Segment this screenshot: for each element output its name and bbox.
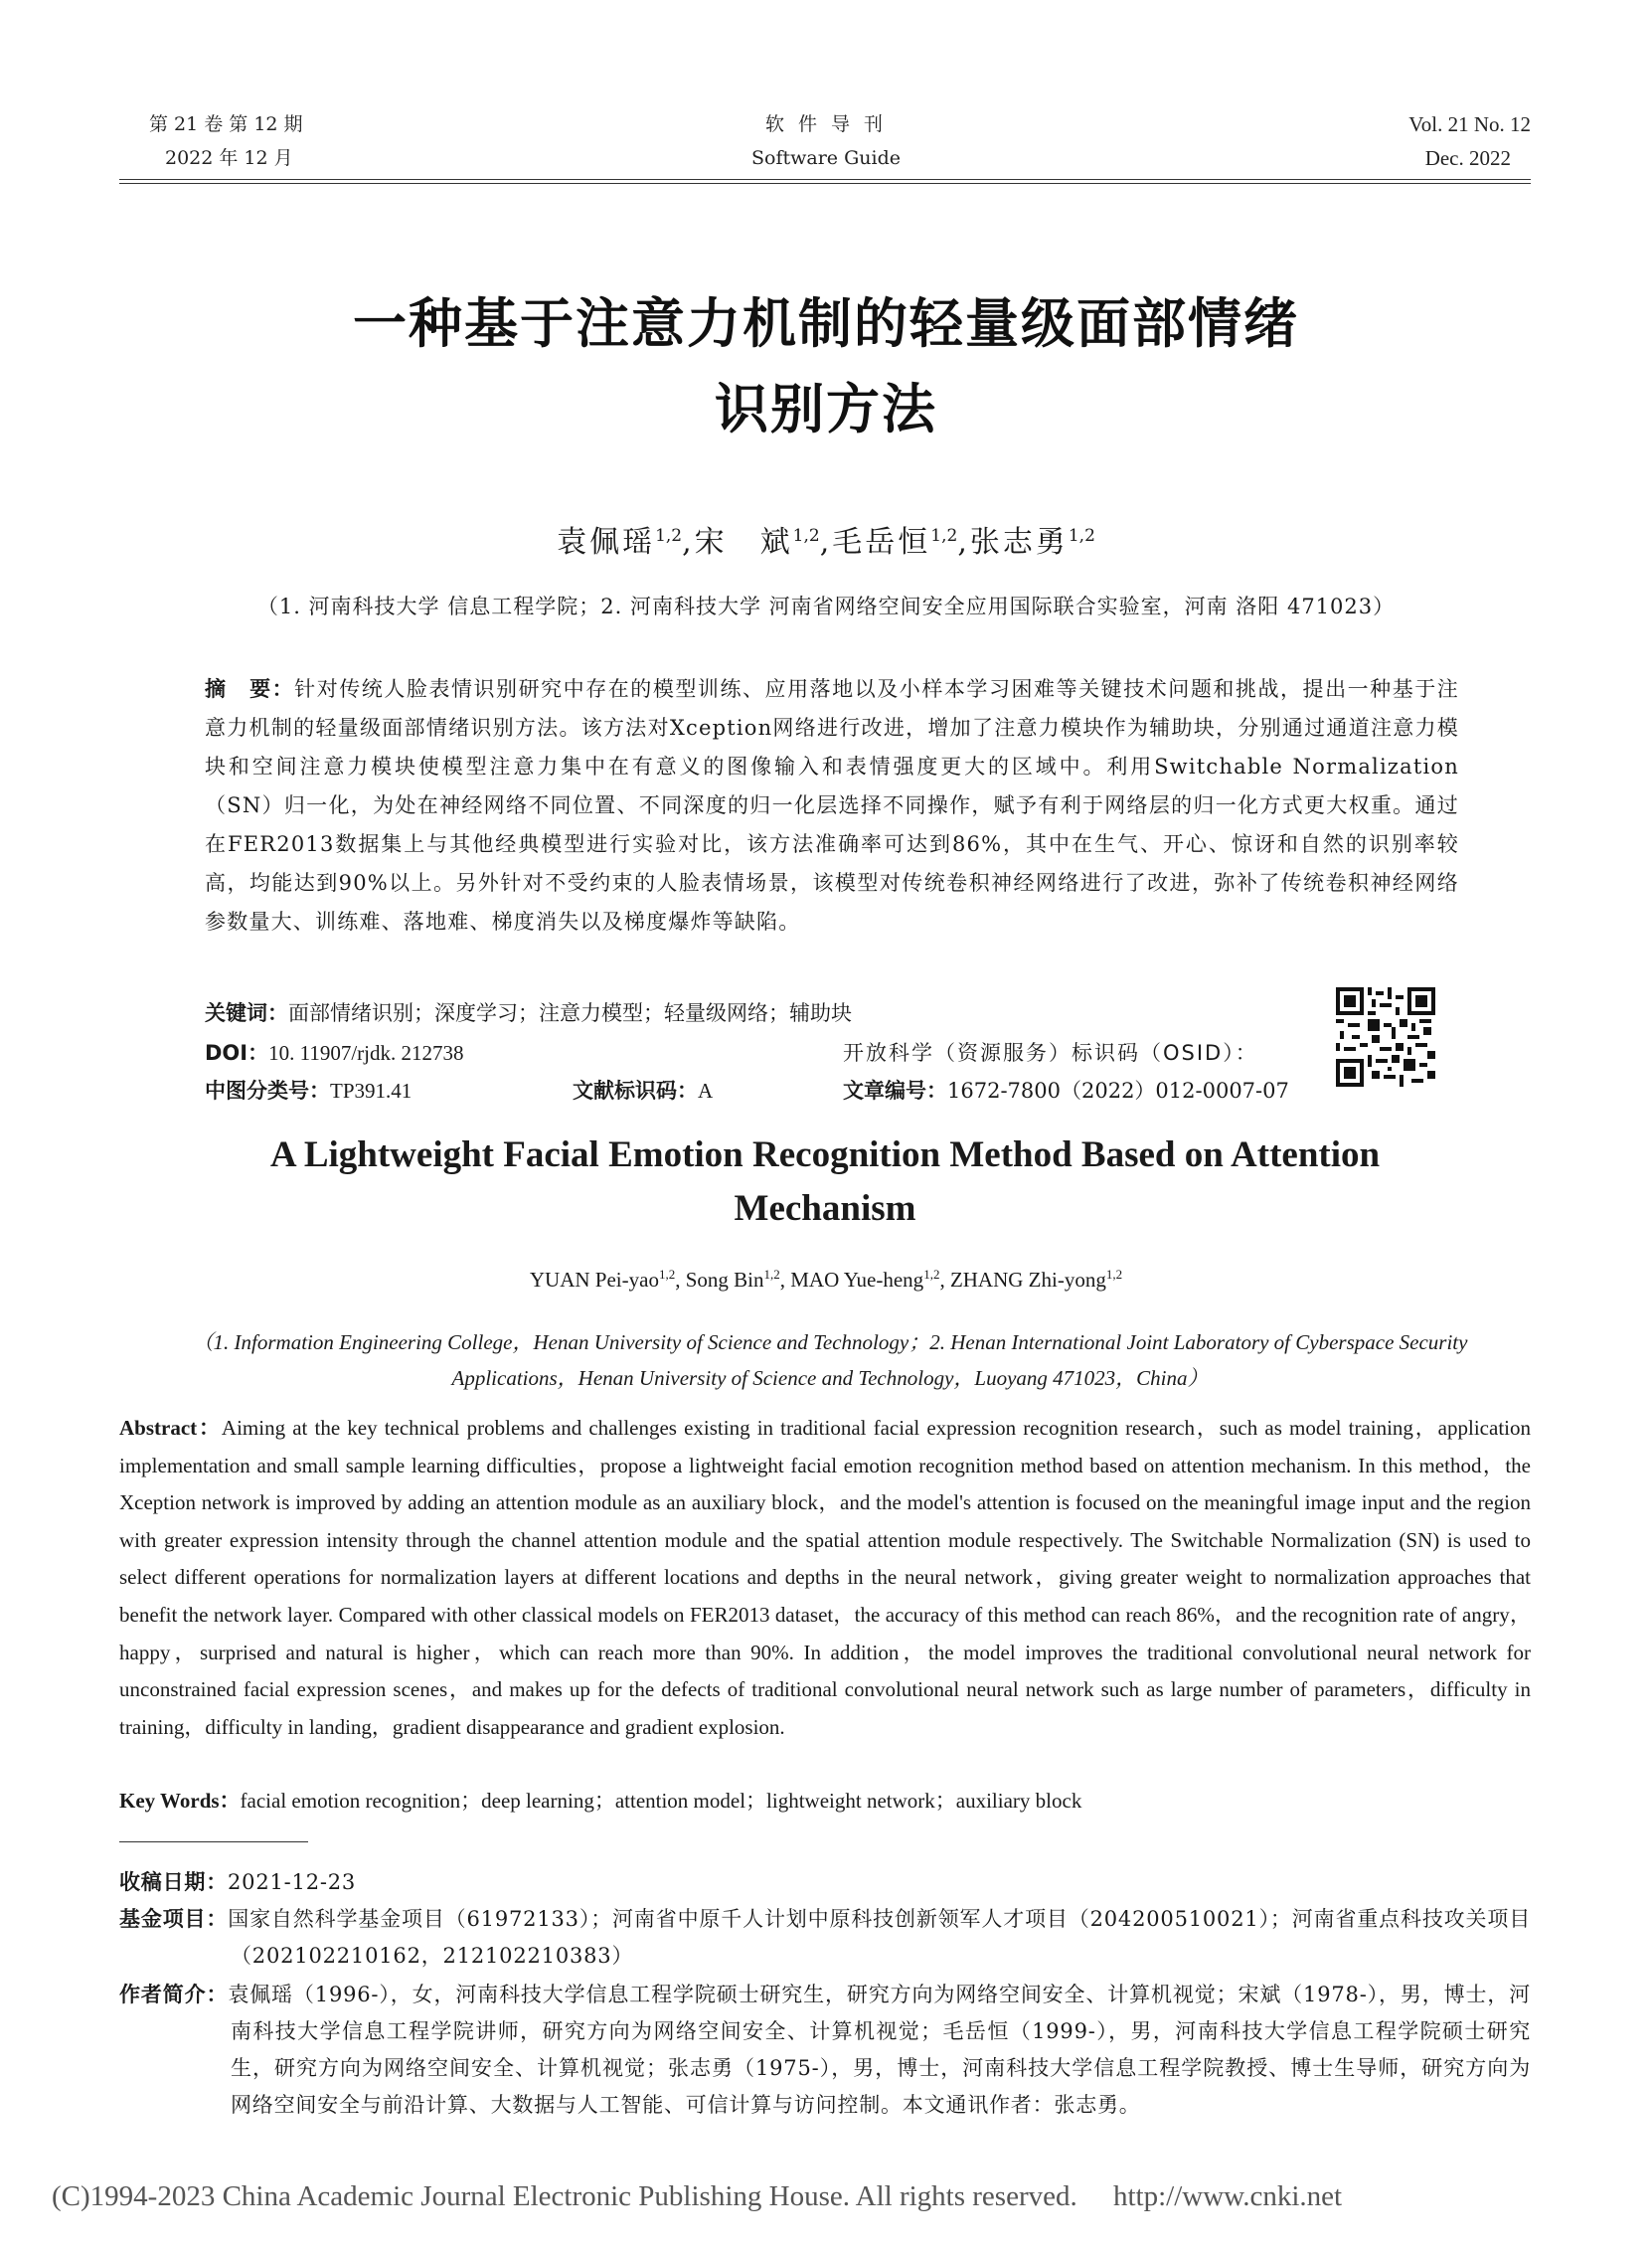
authors-cn: 袁佩瑶$^{1,2}$,宋 斌$^{1,2}$,毛岳恒$^{1,2}$,张志勇$^{1,2}$: [557, 525, 1095, 560]
abstract-cn: [205, 670, 1459, 942]
abstract-cn-label: 摘 要：: [205, 677, 295, 701]
header-date-cn: 2022 年 12 月: [165, 147, 293, 169]
footnote-author-bio: 作者简介：袁佩瑶（1996-），女，河南科技大学信息工程学院硕士研究生，研究方向为网络空间安全、计算机视觉；宋斌（1978-），男，博士，河南科技大学信息工程学院讲师，研究方向为网络空间安全、计算机视觉；毛岳恒（1999-），男，河南科技大学信息工程学院硕士研究生，研究方向为网络空间安全、计算机视觉；张志勇（1975-），男，博士，河南科技大学信息工程学院教授、博士生导师，研究方向为网络空间安全与前沿计算、大数据与人工智能、可信计算与访问控制。本文通讯作者：张志勇。: [119, 1983, 1532, 2117]
author-en: Song Bin: [685, 1268, 764, 1292]
abstract-en: [119, 1410, 1531, 1746]
authors-en: YUAN Pei-yao$^{1,2}$, Song Bin$^{1,2}$, MAO Yue-heng$^{1,2}$, ZHANG Zhi-yong$^{1,2}$: [529, 1267, 1123, 1292]
header-rule-thin: [119, 183, 1531, 184]
keywords-en: Key Words：facial emotion recognition；deep learning；attention model；lightweight network；auxiliary block: [119, 1789, 1082, 1813]
doi: DOI：10. 11907/rjdk. 212738: [205, 1041, 464, 1065]
footnote-fund: 基金项目：国家自然科学基金项目（61972133）；河南省中原千人计划中原科技创新领军人才项目（204200510021）；河南省重点科技攻关项目（202102210162，212102210383）: [119, 1907, 1532, 1968]
affiliation-en: （1. Information Engineering College，Henan University of Science and Technology；2. Henan International Joint Laboratory of Cyberspace Security Applications，Henan University of Science and Technology，Luoyang 471023，China）: [192, 1330, 1468, 1390]
osid-label: 开放科学（资源服务）标识码（OSID）：: [843, 1041, 1258, 1065]
abstract-en-label: Abstract：: [119, 1416, 222, 1440]
title-en-line1: A Lightweight Facial Emotion Recognition Method Based on Attention: [269, 1134, 1381, 1175]
article-number: 文章编号：1672-7800（2022）012-0007-07: [843, 1079, 1289, 1103]
document-code: 文献标识码：A: [573, 1079, 714, 1103]
author-cn: 毛岳恒: [832, 525, 931, 560]
title-cn-line1: 一种基于注意力机制的轻量级面部情绪: [353, 292, 1299, 355]
author-en: MAO Yue-heng: [790, 1268, 924, 1292]
abstract-cn-text: 针对传统人脸表情识别研究中存在的模型训练、应用落地以及小样本学习困难等关键技术问题和挑战，提出一种基于注意力机制的轻量级面部情绪识别方法。该方法对Xception网络进行改进，增加了注意力模块作为辅助块，分别通过通道注意力模块和空间注意力模块使模型注意力集中在有意义的图像输入和表情强度更大的区域中。利用Switchable Normalization（SN）归一化，为处在神经网络不同位置、不同深度的归一化层选择不同操作，赋予有利于网络层的归一化方式更大权重。通过在FER2013数据集上与其他经典模型进行实验对比，该方法准确率可达到86%，其中在生气、开心、惊讶和自然的识别率较高，均能达到90%以上。另外针对不受约束的人脸表情场景，该模型对传统卷积神经网络进行了改进，弥补了传统卷积神经网络参数量大、训练难、落地难、梯度消失以及梯度爆炸等缺陷。: [205, 677, 1459, 934]
clc-number: 中图分类号：TP391.41: [205, 1079, 413, 1103]
author-en: YUAN Pei-yao: [529, 1268, 659, 1292]
keywords-cn: 关键词：面部情绪识别；深度学习；注意力模型；轻量级网络；辅助块: [205, 1001, 852, 1025]
author-cn: 张志勇: [969, 525, 1069, 560]
title-cn-line2: 识别方法: [715, 378, 937, 440]
header-journal-cn: 软 件 导 刊: [764, 113, 888, 135]
footnote-received: 收稿日期：2021-12-23: [119, 1870, 357, 1894]
author-en: ZHANG Zhi-yong: [949, 1268, 1106, 1292]
affiliation-cn: （1. 河南科技大学 信息工程学院；2. 河南科技大学 河南省网络空间安全应用国际联合实验室，河南 洛阳 471023）: [256, 595, 1396, 618]
header-journal-en: Software Guide: [751, 147, 901, 169]
qr-code-icon: [1336, 987, 1435, 1087]
header-volume-cn: 第 21 卷 第 12 期: [149, 113, 303, 135]
footnote-rule: [119, 1841, 308, 1842]
abstract-en-text: Aiming at the key technical problems and challenges existing in traditional facial expression recognition research，such as model training，application implementation and small sample learning difficulties，propose a lightweight facial emotion recognition method based on attention mechanism. In this method，the Xception network is improved by adding an attention module as an auxiliary block，and the model's attention is focused on the meaningful image input and the region with greater expression intensity through the channel attention module and the spatial attention module respectively. The Switchable Normalization (SN) is used to select different operations for normalization layers at different locations and depths in the neural network，giving greater weight to normalization approaches that benefit the network layer. Compared with other classical models on FER2013 dataset，the accuracy of this method can reach 86%，and the recognition rate of angry，happy，surprised and natural is higher，which can reach more than 90%. In addition，the model improves the traditional convolutional neural network for unconstrained facial expression scenes，and makes up for the defects of traditional convolutional neural network such as large number of parameters，difficulty in training，difficulty in landing，gradient disappearance and gradient explosion.: [119, 1416, 1531, 1739]
author-cn: 宋 斌: [694, 525, 793, 560]
author-cn: 袁佩瑶: [557, 525, 656, 560]
header-volume-en: Vol. 21 No. 12: [1408, 112, 1531, 136]
header-rule: [119, 179, 1531, 180]
title-en-line2: Mechanism: [734, 1188, 916, 1229]
header-date-en: Dec. 2022: [1424, 146, 1511, 170]
copyright-line: (C)1994-2023 China Academic Journal Electronic Publishing House. All rights reserved. http://www.cnki.net: [52, 2180, 1343, 2212]
